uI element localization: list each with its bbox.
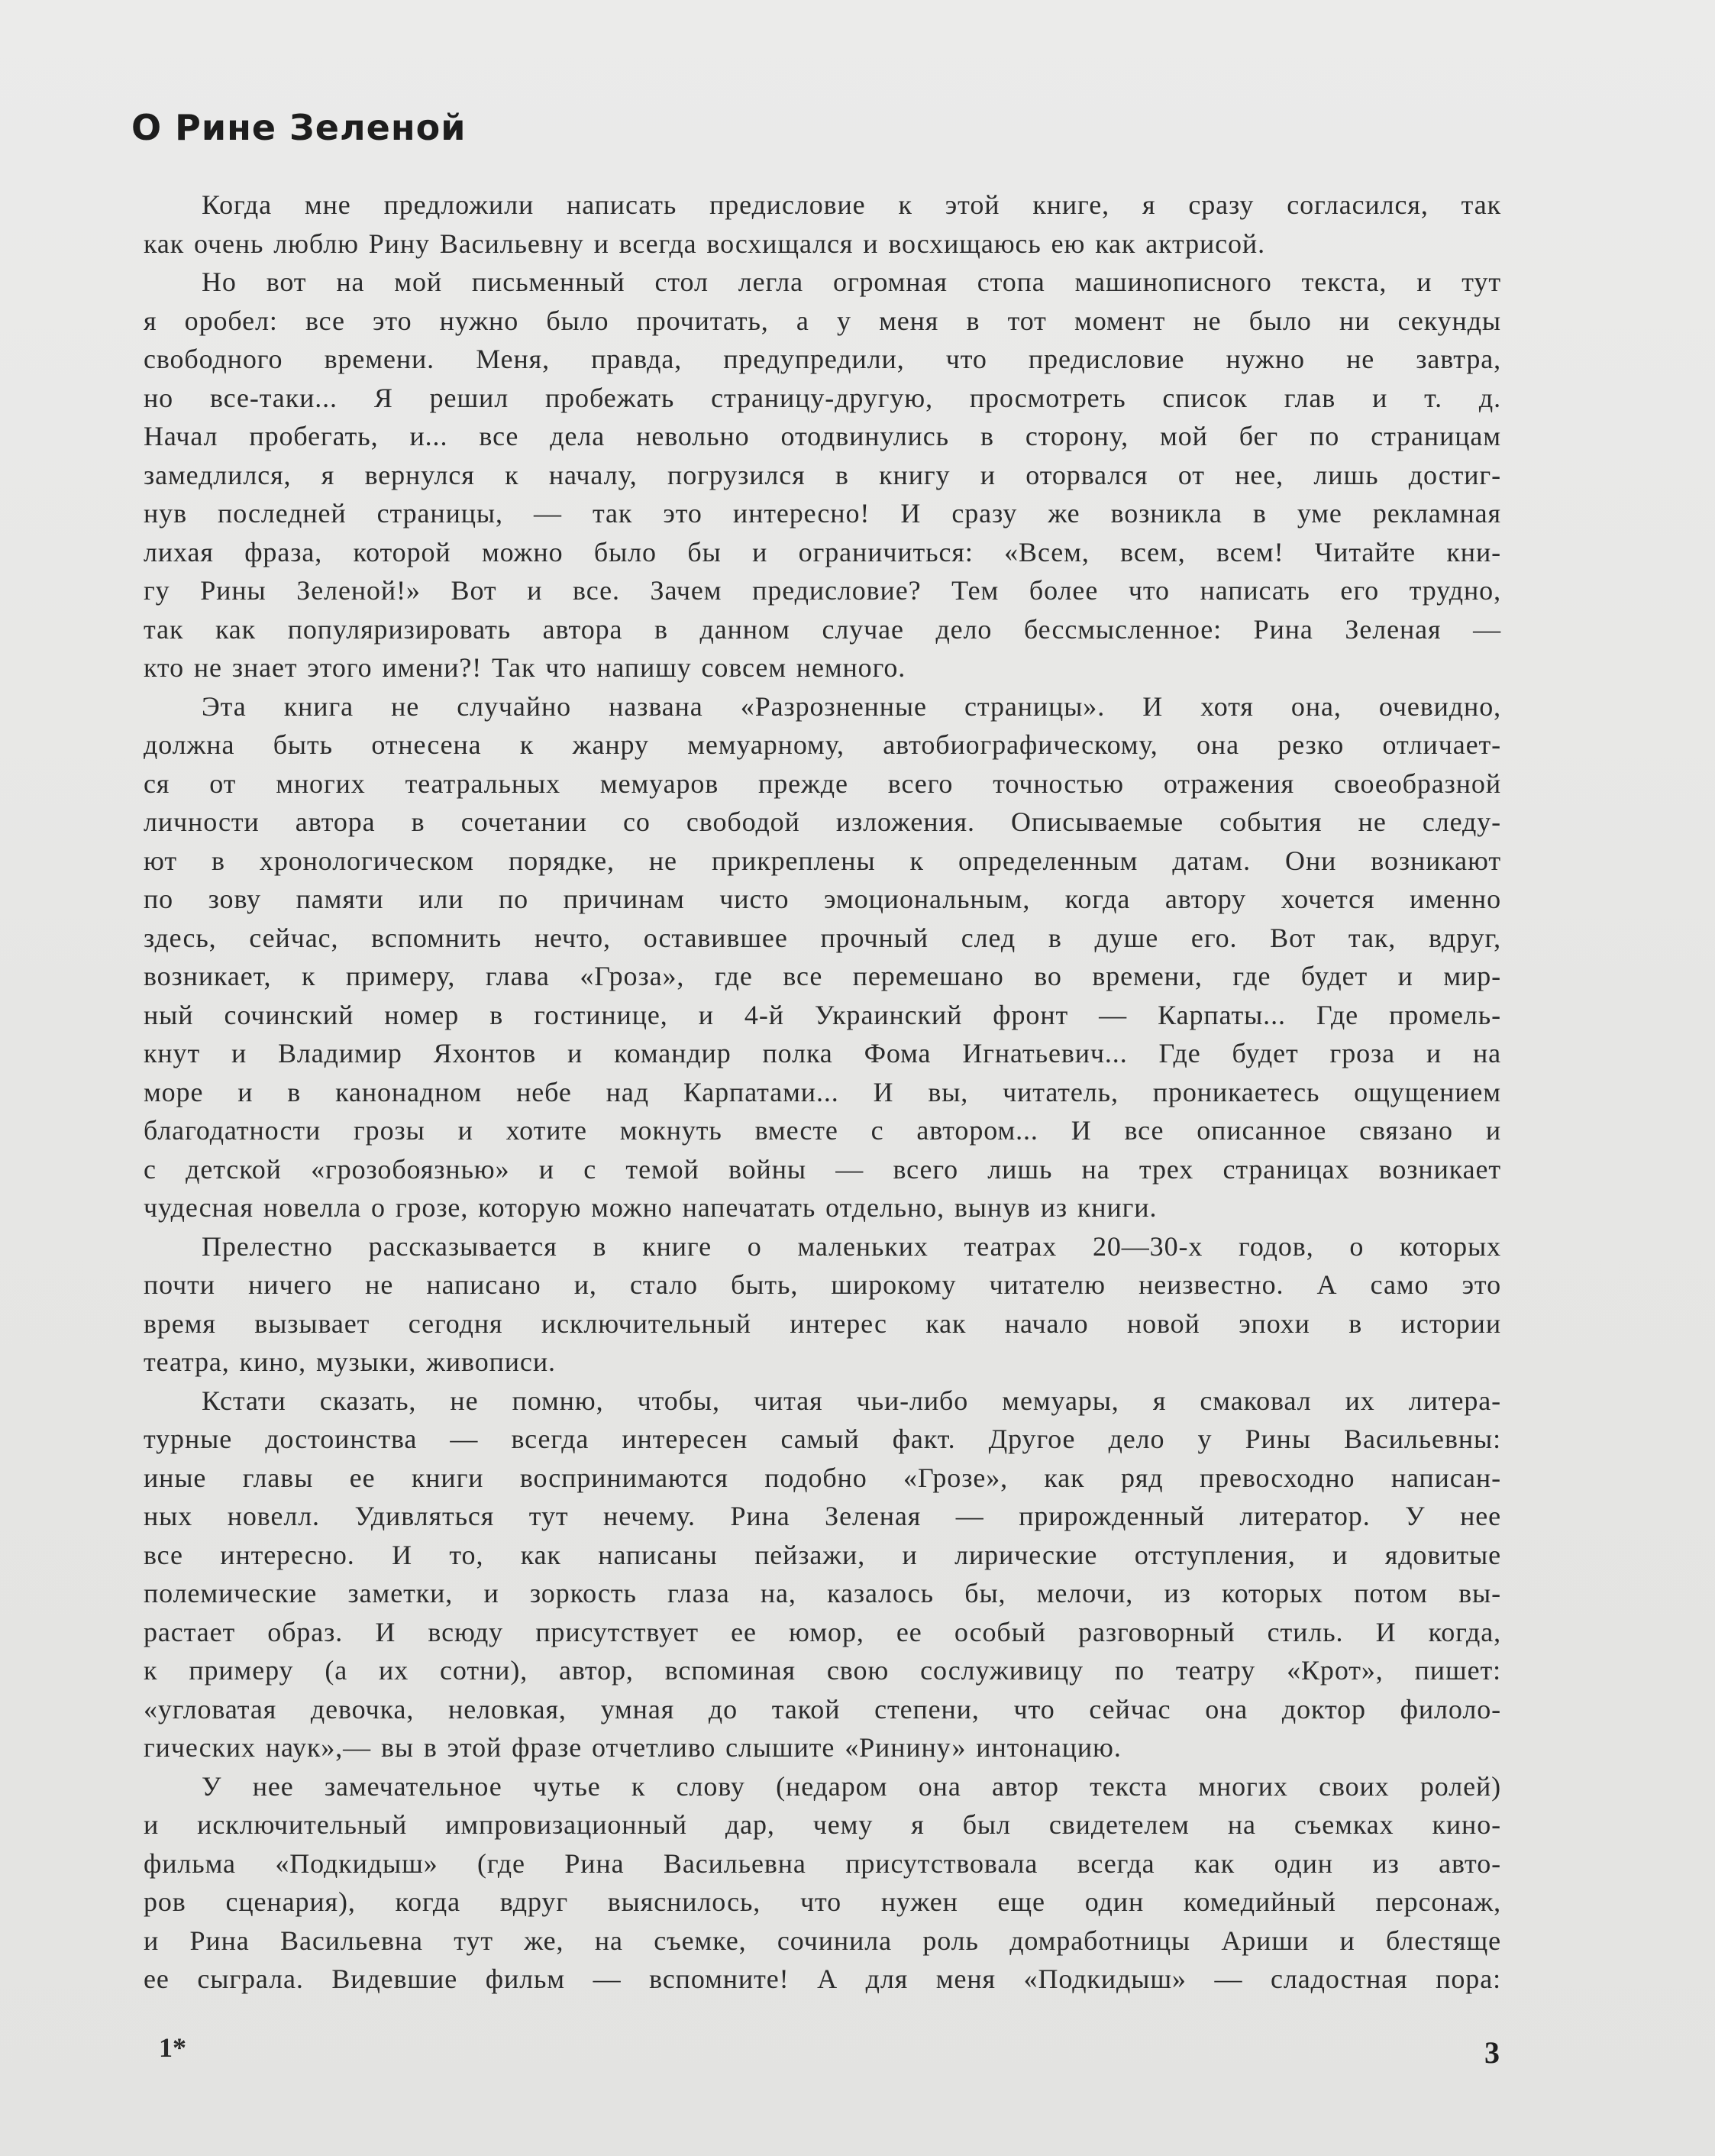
text-line: ров сценария), когда вдруг выяснилось, что нужен еще один комедийный персонаж, [144,1886,1501,1917]
text-line: но все-таки... Я решил пробежать страницу-другую, просмотреть список глав и т. д. [144,382,1501,413]
text-line: Прелестно рассказывается в книге о маленьких театрах 20—30-х годов, о которых [202,1230,1501,1262]
text-line: возникает, к примеру, глава «Гроза», где все перемешано во времени, где будет и мир- [144,961,1501,991]
text-line: ных новелл. Удивляться тут нечему. Рина Зеленая — прирожденный литератор. У нее [144,1501,1501,1531]
text-line: я оробел: все это нужно было прочитать, а у меня в тот момент не было ни секунды [144,305,1501,336]
chapter-heading: О Рине Зеленой [131,107,467,148]
text-line: почти ничего не написано и, стало быть, широкому читателю неизвестно. А само это [144,1269,1501,1300]
text-line: У нее замечательное чутье к слову (недаром она автор текста многих своих ролей) [202,1770,1501,1802]
text-line: Когда мне предложили написать предисловие к этой книге, я сразу согласился, так [202,189,1501,220]
text-line: лихая фраза, которой можно было бы и ограничиться: «Всем, всем, всем! Читайте кни- [144,536,1501,567]
text-line: иные главы ее книги воспринимаются подобно «Грозе», как ряд превосходно написан- [144,1462,1501,1493]
text-line: ся от многих театральных мемуаров прежде всего точностью отражения своеобразной [144,768,1501,799]
text-line: благодатности грозы и хотите мокнуть вместе с автором... И все описанное связано и [144,1115,1501,1146]
text-line: по зову памяти или по причинам чисто эмоциональным, когда автору хочется именно [144,884,1501,914]
text-line: и исключительный импровизационный дар, чему я был свидетелем на съемках кино- [144,1809,1501,1840]
text-line: Начал пробегать, и... все дела невольно отодвинулись в сторону, мой бег по страницам [144,421,1501,451]
text-line: так как популяризировать автора в данном случае дело бессмысленное: Рина Зеленая — [144,613,1501,645]
text-line: кто не знает этого имени?! Так что напишу совсем немного. [144,652,906,683]
text-line: как очень люблю Рину Васильевну и всегда восхищался и восхищаюсь ею как актрисой. [144,228,1265,259]
text-line: растает образ. И всюду присутствует ее юмор, ее особый разговорный стиль. И когда, [144,1616,1501,1647]
text-line: Но вот на мой письменный стол легла огромная стопа машинописного текста, и тут [202,267,1501,297]
paragraph [144,186,1501,263]
paragraph [144,1382,1501,1767]
text-line: нув последней страницы, — так это интересно! И сразу же возникла в уме рекламная [144,498,1501,528]
text-line: и Рина Васильевна тут же, на съемке, сочинила роль домработницы Ариши и блестяще [144,1925,1501,1956]
text-line: Кстати сказать, не помню, чтобы, читая чьи-либо мемуары, я смаковал их литера- [202,1385,1501,1416]
text-line: море и в канонадном небе над Карпатами... И вы, читатель, проникаетесь ощущением [144,1076,1501,1107]
text-line: «угловатая девочка, неловкая, умная до такой степени, что сейчас она доктор филоло- [144,1693,1501,1724]
text-line: с детской «грозобоязнью» и с темой войны — всего лишь на трех страницах возникает [144,1153,1501,1185]
paragraph [144,1227,1501,1382]
text-line: ее сыграла. Видевшие фильм — вспомните! А для меня «Подкидыш» — сладостная пора: [144,1964,1501,1994]
text-line: здесь, сейчас, вспомнить нечто, оставившее прочный след в душе его. Вот так, вдруг, [144,922,1501,953]
text-line: гических наук»,— вы в этой фразе отчетливо слышите «Ринину» интонацию. [144,1732,1122,1763]
text-line: турные достоинства — всегда интересен самый факт. Другое дело у Рины Васильевны: [144,1424,1501,1454]
text-line: Эта книга не случайно названа «Разрозненные страницы». И хотя она, очевидно, [202,690,1501,722]
text-line: свободного времени. Меня, правда, предупредили, что предисловие нужно не завтра, [144,344,1501,374]
signature-mark: 1* [159,2032,186,2063]
paragraph [144,687,1501,1227]
text-line: театра, кино, музыки, живописи. [144,1346,556,1377]
text-line: гу Рины Зеленой!» Вот и все. Зачем предисловие? Тем более что написать его трудно, [144,575,1501,606]
text-line: чудесная новелла о грозе, которую можно напечатать отдельно, вынув из книги. [144,1192,1158,1223]
text-line: к примеру (а их сотни), автор, вспоминая свою сослуживицу по театру «Крот», пишет: [144,1655,1501,1686]
text-line: полемические заметки, и зоркость глаза на, казалось бы, мелочи, из которых потом вы- [144,1578,1501,1608]
body-text [144,186,1501,1999]
page-number: 3 [1484,2035,1500,2070]
paragraph [144,263,1501,687]
text-line: замедлился, я вернулся к началу, погрузился в книгу и оторвался от нее, лишь достиг- [144,459,1501,490]
text-line: личности автора в сочетании со свободой изложения. Описываемые события не следу- [144,806,1501,837]
text-line: кнут и Владимир Яхонтов и командир полка Фома Игнатьевич... Где будет гроза и на [144,1038,1501,1068]
text-line: должна быть отнесена к жанру мемуарному, автобиографическому, она резко отличает- [144,729,1501,760]
text-line: ный сочинский номер в гостинице, и 4-й Украинский фронт — Карпаты... Где промель- [144,999,1501,1030]
text-line: все интересно. И то, как написаны пейзажи, и лирические отступления, и ядовитые [144,1539,1501,1570]
paragraph [144,1767,1501,1999]
text-line: фильма «Подкидыш» (где Рина Васильевна присутствовала всегда как один из авто- [144,1847,1501,1879]
text-line: ют в хронологическом порядке, не прикреплены к определенным датам. Они возникают [144,845,1501,876]
text-line: время вызывает сегодня исключительный интерес как начало новой эпохи в истории [144,1307,1501,1339]
